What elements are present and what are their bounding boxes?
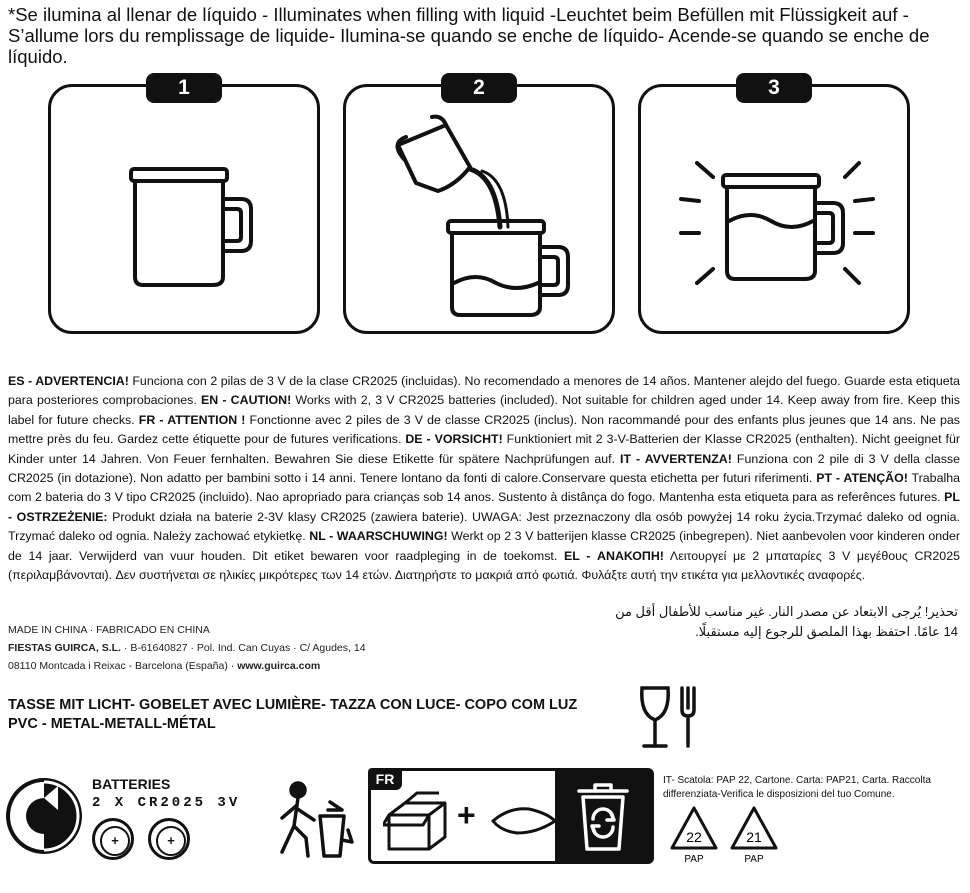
recycling-info: IT- Scatola: PAP 22, Cartone. Carta: PAP21, Carta. Raccolta differenziata-Verifica le disposizioni del tuo Comune. xyxy=(663,775,931,800)
illumination-note: *Se ilumina al llenar de líquido - Illuminates when filling with liquid -Leuchtet beim Befüllen mit Flüssigkeit auf -S’allume lors du remplissage de liquide- Ilumina-se quando se enche de líquido- Acende-se quando se enche de líquido. xyxy=(8,4,930,67)
recycle-label-21: PAP xyxy=(744,854,764,865)
battery-cell-icon xyxy=(148,818,190,860)
warning-text-el: Λειτουργεί με 2 μπαταρίες 3 V μεγέθους CR2025 (περιλαμβάνονται). Δεν συστήνεται σε ηλικίες μικρότερες των 14 ετών. Διατηρήστε το μακριά από φωτιά. Φυλάξτε αυτή την ετικέτα για μελλοντικές αναφορές. xyxy=(8,548,960,583)
step-number-3: 3 xyxy=(736,73,812,103)
paper-icon xyxy=(489,803,559,839)
batteries-title: BATTERIES xyxy=(92,776,171,792)
green-dot-icon xyxy=(4,772,84,860)
product-name: TASSE MIT LICHT- GOBELET AVEC LUMIÈRE- TAZZA CON LUCE- COPO COM LUZ xyxy=(8,697,578,713)
food-safe-icon xyxy=(636,684,708,752)
mug-icon xyxy=(51,87,323,337)
origin-line: MADE IN CHINA · FABRICADO EN CHINA xyxy=(8,624,210,636)
step-panel-1 xyxy=(48,76,320,334)
bin-area xyxy=(555,771,651,861)
batteries-spec: 2 X CR2025 3V xyxy=(92,795,241,811)
recycle-code-21: 21 xyxy=(746,829,762,845)
box-icon xyxy=(383,791,453,853)
warning-text-nl: Werkt op 2 3 V batterijen klasse CR2025 (inbegrepen). Niet aanbevolen voor kinderen onder de 14 jaar. Verwijderd van vuur houden. Dit etiket bewaren voor raadpleging in de toekomst. xyxy=(8,529,961,563)
safety-warnings xyxy=(8,372,960,585)
battery-cell-icon xyxy=(92,818,134,860)
warning-text-pt: Trabalha com 2 bateria do 3 V tipo CR2025 (incluido). Nao apropriado para crianças sob 14 anos. Sustento à distânça do fogo. Mantenha esta etiqueta para as referênces futures. xyxy=(8,471,960,505)
warning-arabic: تحذير! يُرجى الابتعاد عن مصدر النار. غير مناسب للأطفال أقل من 14 عامًا. احتفظ بهذا الملصق للرجوع إليه مستقبلًا. xyxy=(615,604,958,639)
warning-label-en: EN - CAUTION! xyxy=(200,393,292,408)
recycle-label-22: PAP xyxy=(684,854,704,865)
battery-polarity: + xyxy=(156,826,186,856)
product-material: PVC - METAL-METALL-MÉTAL xyxy=(8,716,216,732)
recycle-triangle-icon xyxy=(728,804,780,866)
warning-label-pt: PT - ATENÇÃO! xyxy=(816,471,908,486)
warning-label-fr: FR - ATTENTION ! xyxy=(138,412,246,427)
step-number-2: 2 xyxy=(441,73,517,103)
company-city: 08110 Montcada i Reixac - Barcelona (España) · xyxy=(8,660,238,672)
step-panel-3 xyxy=(638,76,910,334)
step-number-1: 1 xyxy=(146,73,222,103)
warning-text-pl: Produkt działa na baterie 2-3V klasy CR2025 (zawiera baterie). UWAGA: Jest przeznaczony dla osób powyżej 14 roku życia.Trzymać daleko od ognia. Trzymać daleko od ognia. Należy zachować etykietkę. xyxy=(8,509,960,544)
warning-text-de: Funktioniert mit 2 3-V-Batterien der Klasse CR2025 (enthalten). Nicht geeignet für Kinder unter 14 Jahren. Von Feuer fernhalten. Bewahren Sie diese Etikette für spätere Nachprüfungen auf. xyxy=(8,432,960,466)
warning-text-en: Works with 2, 3 V CR2025 batteries (included). Not suitable for children aged under 14. Keep away from fire. Keep this label for future checks. xyxy=(8,393,961,427)
warning-text-it: Funziona con 2 pile di 3 V della classe CR2025 (in dotazione). Non adatto per bambini sotto i 14 anni. Tenere lontano da fonti di calore.Conservare questa etichetta per futuri riferimenti. xyxy=(8,451,960,486)
company-name: FIESTAS GUIRCA, S.L. xyxy=(8,642,121,654)
product-description xyxy=(8,696,577,734)
manufacturer-info xyxy=(8,621,366,675)
recycle-triangle-icon xyxy=(668,804,720,866)
plus-sign: + xyxy=(457,797,476,833)
pitcher-icon xyxy=(346,87,618,337)
no-litter-icon xyxy=(268,776,356,862)
warning-text-es: Funciona con 2 pilas de 3 V de la clase CR2025 (incluidas). No recomendado a menores de 14 años. Mantener alejdo del fuego. Guarde esta etiqueta para posteriores comprobaciones. xyxy=(8,374,960,408)
company-address: · B-61640827 · Pol. Ind. Can Cuyas · C/ Agudes, 14 xyxy=(120,642,366,654)
triman-country: FR xyxy=(368,768,402,790)
step-panel-2 xyxy=(343,76,615,334)
glowing-mug-icon xyxy=(641,87,913,337)
warning-label-pl: PL - OSTRZEŻENIE: xyxy=(8,490,960,524)
battery-polarity: + xyxy=(100,826,130,856)
warning-label-nl: NL - WAARSCHUWING! xyxy=(309,529,448,544)
recycle-code-22: 22 xyxy=(686,829,702,845)
warning-label-it: IT - AVVERTENZA! xyxy=(620,451,732,466)
warning-label-de: DE - VORSICHT! xyxy=(405,432,503,447)
company-website: www.guirca.com xyxy=(237,660,321,672)
recycle-bin-icon xyxy=(571,783,635,853)
warning-text-fr: Fonctionne avec 2 piles de 3 V de classe CR2025 (inclus). Non racommandé pour des enfants plus jeunes que 14 ans. Ne pas mettre près du feu. Gardez cette étiquette pour de futures verifications. xyxy=(8,412,960,447)
warning-label-el: EL - ΑΝΑΚΟΠΗ! xyxy=(563,548,664,563)
warning-label-es: ES - ADVERTENCIA! xyxy=(8,374,129,388)
triman-panel xyxy=(368,768,654,864)
